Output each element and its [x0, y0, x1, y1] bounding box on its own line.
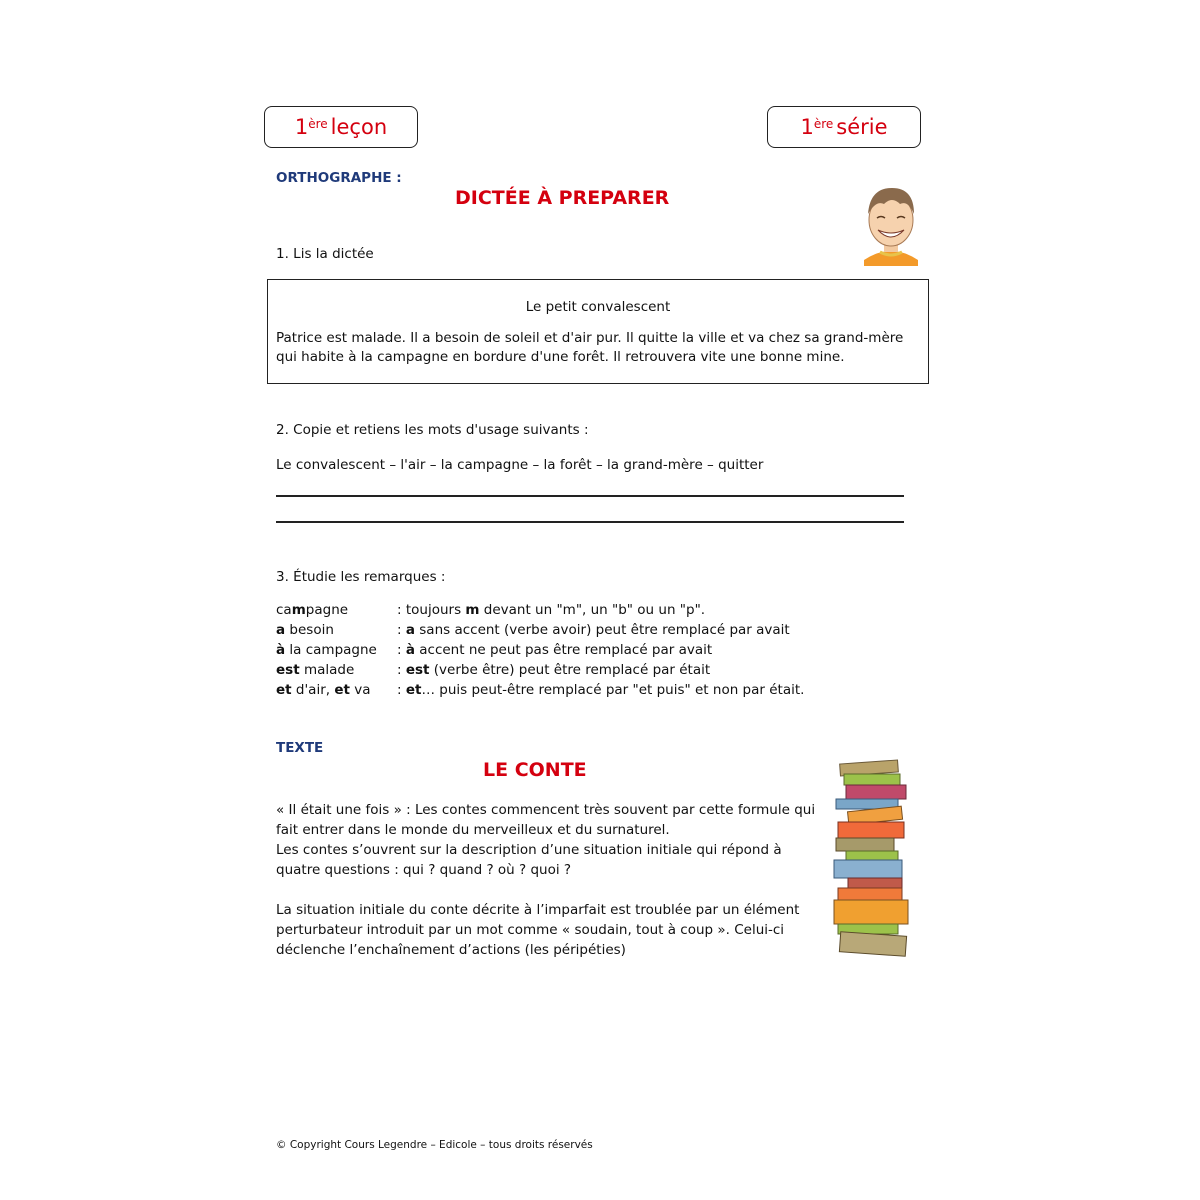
copyright-footer: © Copyright Cours Legendre – Edicole – tous droits réservés [276, 1139, 593, 1151]
dictee-box [267, 279, 929, 384]
usage-words: Le convalescent – l'air – la campagne – la forêt – la grand-mère – quitter [276, 457, 764, 473]
remark-term: campagne [276, 602, 349, 618]
remark-row [276, 600, 804, 620]
remark-row [276, 660, 804, 680]
series-badge [767, 106, 921, 148]
lesson-number: 1 [294, 115, 309, 139]
remark-row [276, 680, 804, 700]
dictee-title-heading: DICTÉE À PREPARER [455, 187, 670, 209]
series-number: 1 [800, 115, 814, 139]
remark-row [276, 620, 804, 640]
book-stack-icon [832, 758, 912, 958]
conte-paragraph-1b: Les contes s’ouvrent sur la description d’une situation initiale qui répond à quatre questions : qui ? quand ? où ? quoi ? [276, 842, 782, 878]
series-label: série [836, 115, 888, 139]
step1-instruction: 1. Lis la dictée [276, 246, 374, 262]
step2-instruction: 2. Copie et retiens les mots d'usage suivants : [276, 422, 589, 438]
dictee-text-body: Patrice est malade. Il a besoin de soleil et d'air pur. Il quitte la ville et va chez sa grand-mère qui habite à la campagne en bordure d'une forêt. Il retrouvera vite une bonne mine. [276, 330, 904, 365]
writing-line-1[interactable] [276, 495, 904, 497]
le-conte-heading: LE CONTE [483, 759, 587, 781]
series-sup: ère [813, 117, 834, 131]
remarks-list [276, 600, 804, 700]
remark-term: a besoin [276, 622, 334, 638]
orthographe-label: ORTHOGRAPHE : [276, 170, 402, 186]
texte-label: TEXTE [276, 740, 324, 756]
remark-term: à la campagne [276, 642, 377, 658]
remark-term: est malade [276, 662, 355, 678]
remark-explanation: : et… puis peut-être remplacé par "et puis" et non par était. [397, 682, 805, 698]
conte-text [276, 800, 816, 960]
lesson-sup: ère [308, 117, 328, 131]
smiling-boy-icon [858, 182, 924, 266]
step3-instruction: 3. Étudie les remarques : [276, 569, 446, 585]
remark-explanation: : à accent ne peut pas être remplacé par avait [397, 642, 713, 658]
lesson-badge [264, 106, 418, 148]
remark-row [276, 640, 804, 660]
remark-explanation: : toujours m devant un "m", un "b" ou un "p". [397, 602, 706, 618]
remark-term: et d'air, et va [276, 682, 371, 698]
remark-explanation: : est (verbe être) peut être remplacé par était [397, 662, 711, 678]
lesson-label: leçon [330, 115, 388, 139]
writing-line-2[interactable] [276, 521, 904, 523]
remark-explanation: : a sans accent (verbe avoir) peut être remplacé par avait [397, 622, 790, 638]
dictee-text-title: Le petit convalescent [525, 299, 671, 315]
conte-paragraph-2: La situation initiale du conte décrite à l’imparfait est troublée par un élément perturbateur introduit par un mot comme « soudain, tout à coup ». Celui-ci déclenche l’enchaînement d’actions (les péripéties) [276, 902, 800, 958]
conte-paragraph-1a: « Il était une fois » : Les contes commencent très souvent par cette formule qui fait entrer dans le monde du merveilleux et du surnaturel. [276, 802, 816, 838]
